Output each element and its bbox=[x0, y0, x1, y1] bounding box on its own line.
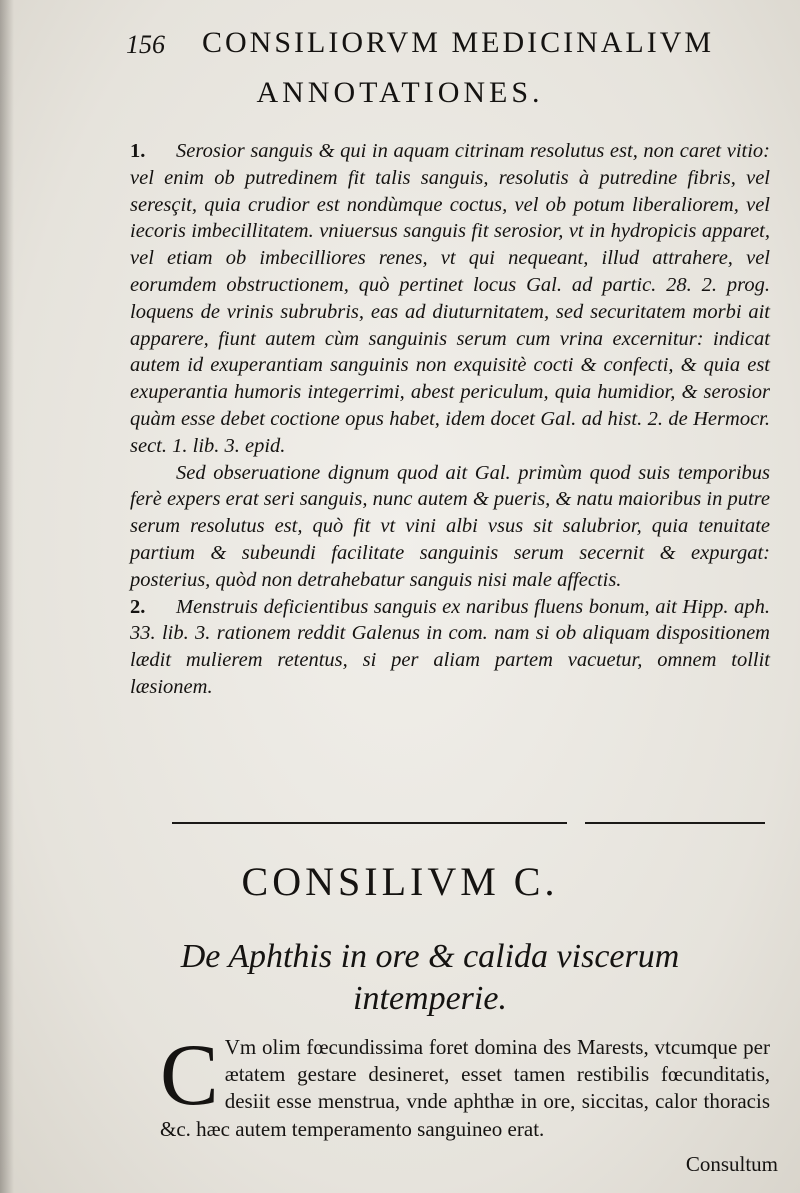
running-head bbox=[122, 24, 722, 64]
annotation-note-1 bbox=[130, 138, 770, 460]
note-text: Serosior sanguis & qui in aquam citrinam resolutus est, non caret vitio: vel enim ob putredinem fit talis sanguis, resolutis à putredine fibris, vel seresçit, quia crudior est nondùmque coctus, vel ob potum liberaliorem, vel iecoris imbecillitatem. vniuersus sanguis fit serosior, vt in hydropicis apparet, vel etiam ob imbecilliores renes, vt qui nequeant, illud attrahere, vel eorumdem obstructionem, quò pertinet locus Gal. ad partic. 28. 2. prog. loquens de vrinis subrubris, eas ad diuturnitatem, sed securitatem morbi ait apparere, fiunt autem cùm sanguinis serum cum vrina excernitur: indicat autem id exuperantiam sanguinis non exquisitè cocti & confecti, & quia est exuperantia humoris integerrimi, abest periculum, quia humidior, & serosior quàm esse debet coctione opus habet, idem docet Gal. ad hist. 2. de Hermocr. sect. 1. lib. 3. epid. bbox=[130, 140, 770, 457]
consilium-body-text: Vm olim fœcundissima foret domina des Marests, vtcumque per ætatem gestare desineret, esset tamen restibilis fœcunditatis, desiit esse menstrua, vnde aphthæ in ore, siccitas, calor thoracis &c. hæc autem temperamento sanguineo erat. bbox=[160, 1035, 770, 1141]
running-title: CONSILIORVM MEDICINALIVM bbox=[202, 26, 715, 59]
consilium-subtitle: De Aphthis in ore & calida viscerum intemperie. bbox=[180, 938, 680, 1017]
catchword: Consultum bbox=[685, 1152, 778, 1176]
annotation-note-2 bbox=[130, 594, 770, 701]
page-number: 156 bbox=[126, 30, 165, 59]
drop-cap: C bbox=[160, 1027, 219, 1124]
section-divider bbox=[172, 822, 567, 824]
note-number: 2. bbox=[130, 595, 146, 618]
consilium-body bbox=[160, 1027, 770, 1143]
section-divider bbox=[585, 822, 765, 824]
annotation-note-1-continued: Sed obseruatione dignum quod ait Gal. primùm quod suis temporibus ferè expers erat seri sanguis, nunc autem & pueris, & natu maioribus in putre serum resolutus est, quò fit vt vini albi vsus sit salubrior, quia tenuitate partium & subeundi facilitate sanguinis serum secernit & expurgat: posterius, quòd non detrahebatur sanguis nisi male affectis. bbox=[130, 461, 770, 591]
annotations-body bbox=[130, 138, 770, 701]
consilium-title: CONSILIVM C. bbox=[241, 859, 559, 904]
note-text: Menstruis deficientibus sanguis ex naribus fluens bonum, ait Hipp. aph. 33. lib. 3. rationem reddit Galenus in com. nam si ob aliquam dispositionem lædit mulierem retentus, si per aliam partem vacuetur, omnem tollit læsionem. bbox=[130, 595, 770, 698]
note-number: 1. bbox=[130, 140, 146, 162]
binding-shadow bbox=[0, 0, 14, 1193]
annotations-heading: ANNOTATIONES. bbox=[256, 76, 544, 109]
